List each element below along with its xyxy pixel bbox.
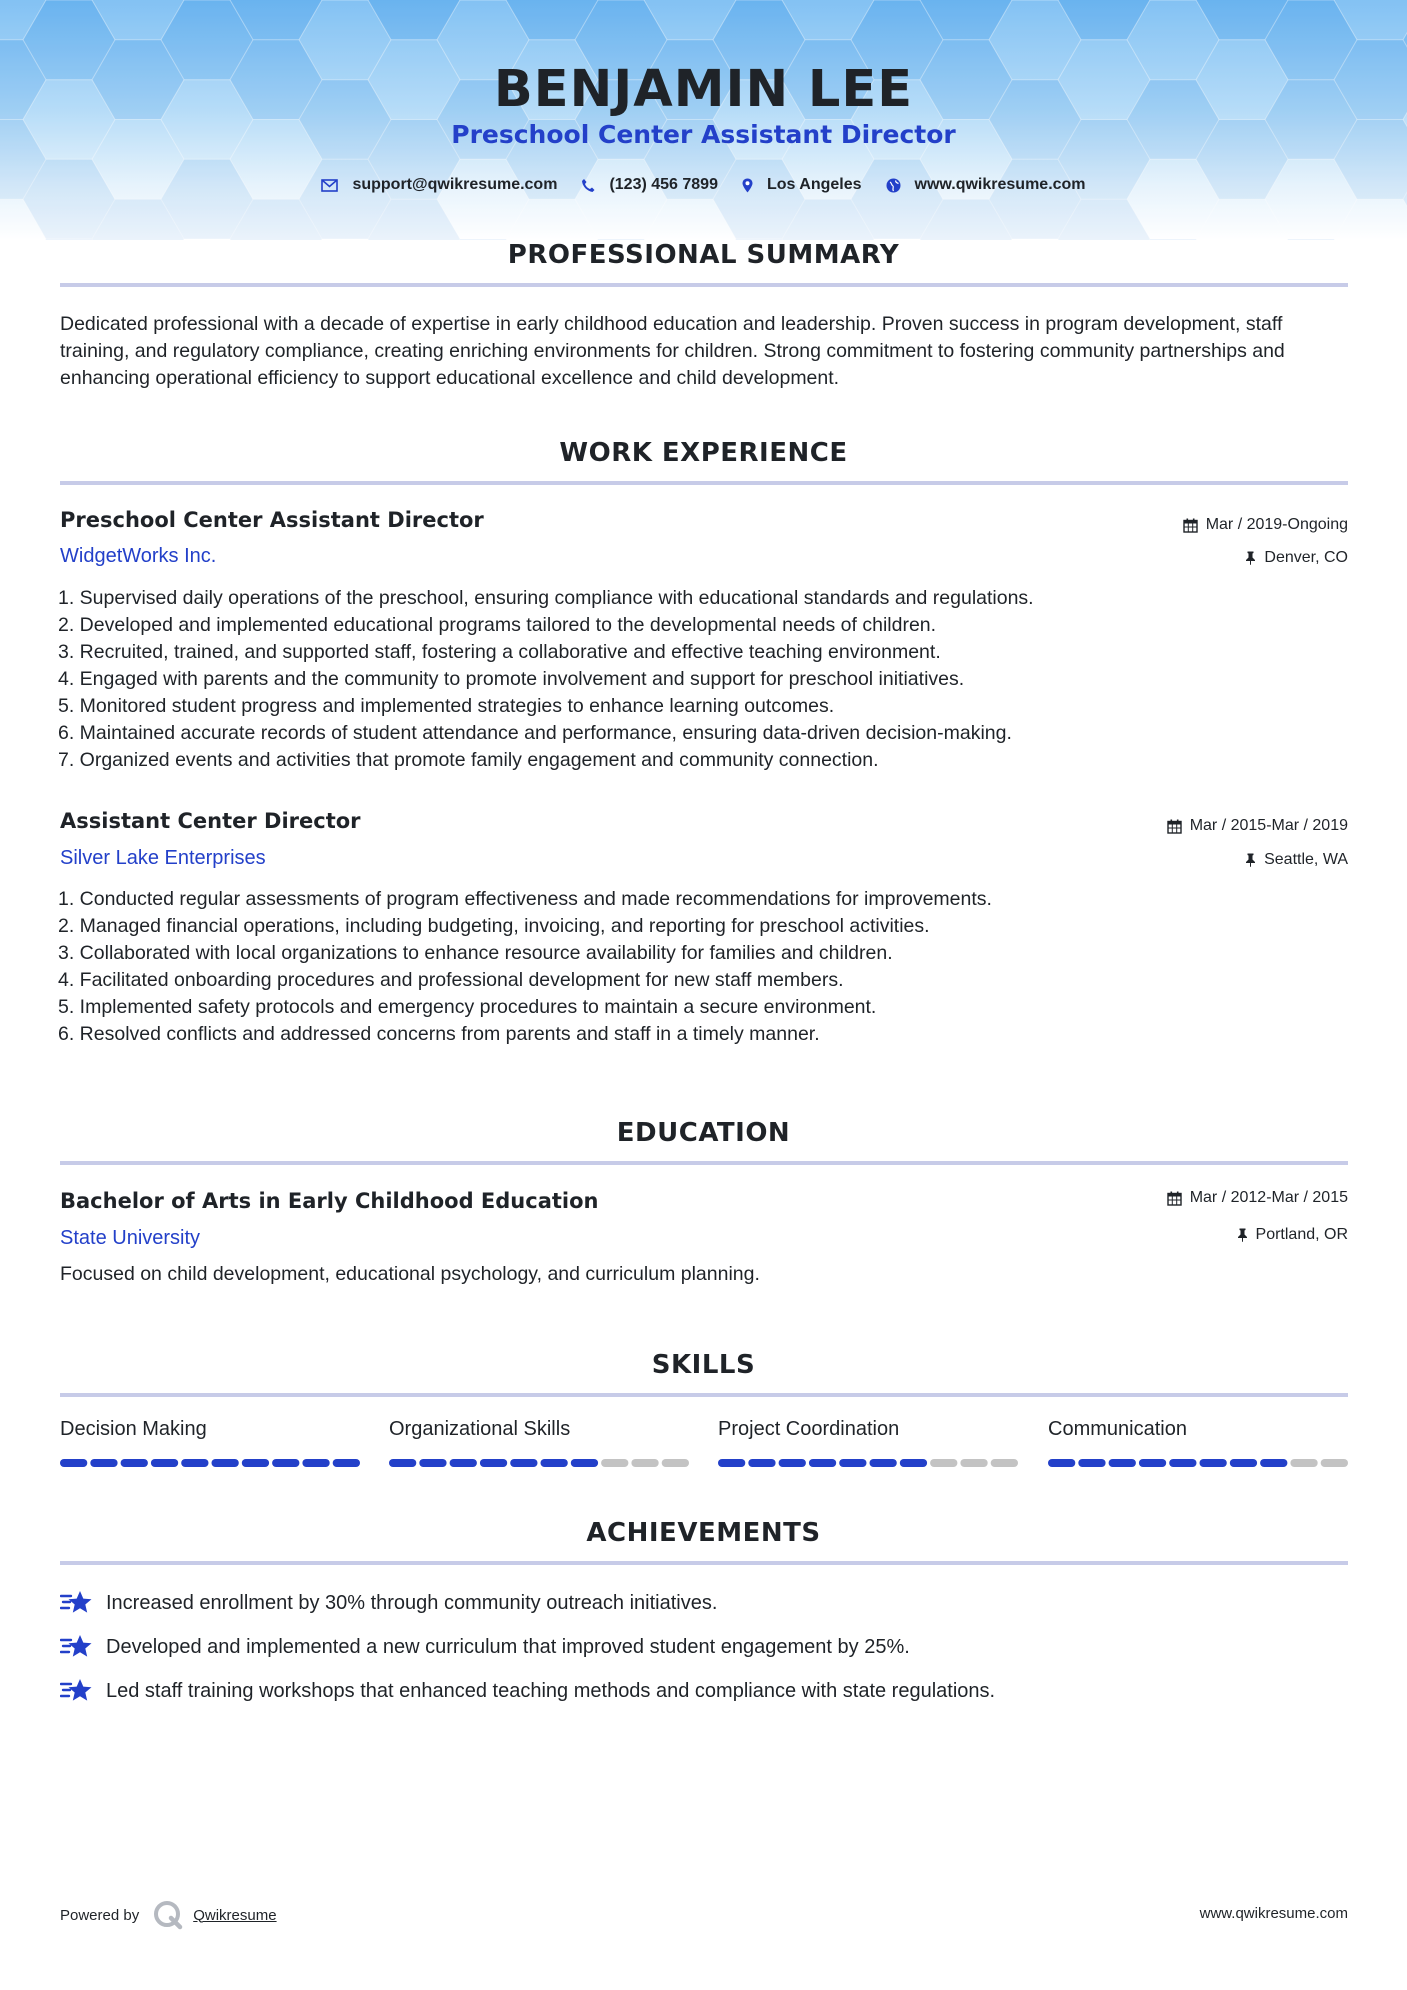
contact-website-text: www.qwikresume.com: [914, 176, 1086, 193]
list-item: 3. Collaborated with local organizations to enhance resource availability for families and children.: [58, 942, 893, 964]
pushpin-icon: [1245, 853, 1256, 867]
job-dates: [1167, 817, 1348, 835]
skill-segment-empty: [1321, 1459, 1348, 1467]
list-item: 5. Implemented safety protocols and emergency procedures to maintain a secure environment.: [58, 996, 877, 1018]
experience-heading: WORK EXPERIENCE: [559, 438, 848, 468]
job-company: WidgetWorks Inc.: [60, 545, 217, 567]
candidate-name: BENJAMIN LEE: [493, 60, 914, 119]
skill-segment-filled: [718, 1459, 745, 1467]
skill-segment-filled: [1230, 1459, 1257, 1467]
contact-email-text: support@qwikresume.com: [352, 176, 558, 193]
powered-by-label: Powered by: [60, 1906, 140, 1924]
skill-segment-filled: [1169, 1459, 1196, 1467]
education-heading: EDUCATION: [616, 1118, 791, 1148]
skill-level-bar: [1048, 1458, 1348, 1468]
degree-title: Bachelor of Arts in Early Childhood Education: [60, 1189, 599, 1213]
achievement-text: Developed and implemented a new curriculum that improved student engagement by 25%.: [106, 1635, 910, 1658]
contact-website[interactable]: [886, 176, 1086, 194]
skills-heading: SKILLS: [651, 1350, 756, 1380]
skill-segment-empty: [991, 1459, 1018, 1467]
skill-name: Decision Making: [60, 1418, 207, 1440]
list-item: 5. Monitored student progress and implemented strategies to enhance learning outcomes.: [58, 695, 835, 717]
skill-segment-empty: [960, 1459, 987, 1467]
experience-divider: [60, 481, 1348, 485]
skill-segment-filled: [1260, 1459, 1287, 1467]
job-responsibilities: [58, 886, 1348, 1048]
phone-icon: [581, 178, 595, 193]
list-item: 6. Resolved conflicts and addressed concerns from parents and staff in a timely manner.: [58, 1023, 820, 1045]
skill-segment-filled: [1139, 1459, 1166, 1467]
skill-item: [389, 1418, 689, 1448]
list-item: 7. Organized events and activities that promote family engagement and community connection.: [58, 749, 879, 771]
star-icon: [60, 1633, 92, 1661]
education-divider: [60, 1161, 1348, 1165]
job-dates-text: Mar / 2019-Ongoing: [1205, 516, 1348, 533]
map-pin-icon: [742, 178, 753, 193]
contact-email[interactable]: [321, 176, 557, 194]
summary-heading: PROFESSIONAL SUMMARY: [507, 240, 900, 270]
pushpin-icon: [1245, 551, 1256, 565]
skill-segment-filled: [60, 1459, 87, 1467]
skill-segment-filled: [900, 1459, 927, 1467]
skill-level-bar: [60, 1458, 360, 1468]
achievement-text: Led staff training workshops that enhanced teaching methods and compliance with state regulations.: [106, 1679, 996, 1702]
list-item: 6. Maintained accurate records of student attendance and performance, ensuring data-driven decision-making.: [58, 722, 1012, 744]
skill-name: Project Coordination: [718, 1418, 900, 1440]
skill-segment-filled: [450, 1459, 477, 1467]
skill-segment-filled: [272, 1459, 299, 1467]
skill-segment-filled: [333, 1459, 360, 1467]
skill-segment-filled: [480, 1459, 507, 1467]
summary-text: Dedicated professional with a decade of expertise in early childhood education and leadership. Proven success in program development, staff training, and regulatory compliance, creating enriching environments for children. Strong commitment to fostering community partnerships and enhancing operational efficiency to support educational excellence and child development.: [60, 313, 1285, 389]
education-dates: [1167, 1189, 1348, 1207]
envelope-icon: [321, 179, 338, 192]
skill-segment-empty: [930, 1459, 957, 1467]
skill-segment-empty: [662, 1459, 689, 1467]
skill-level-bar: [389, 1458, 689, 1468]
list-item: 2. Managed financial operations, including budgeting, invoicing, and reporting for preschool activities.: [58, 915, 930, 937]
footer-powered-by: [60, 1898, 277, 1932]
star-icon: [60, 1589, 92, 1617]
job-location-text: Denver, CO: [1264, 549, 1348, 566]
skill-segment-filled: [571, 1459, 598, 1467]
job-title: Assistant Center Director: [60, 809, 361, 833]
list-item: 2. Developed and implemented educational programs tailored to the developmental needs of children.: [58, 614, 937, 636]
calendar-icon: [1183, 518, 1198, 533]
job-location: [1245, 851, 1348, 869]
contact-location-text: Los Angeles: [766, 176, 862, 193]
skill-segment-filled: [1048, 1459, 1075, 1467]
skill-segment-filled: [870, 1459, 897, 1467]
skill-segment-filled: [1200, 1459, 1227, 1467]
job-location-text: Seattle, WA: [1264, 851, 1348, 868]
skill-segment-filled: [121, 1459, 148, 1467]
achievement-item: [60, 1677, 995, 1705]
list-item: 4. Engaged with parents and the community to promote involvement and support for preschool initiatives.: [58, 668, 965, 690]
skill-segment-empty: [1290, 1459, 1317, 1467]
contact-location: [742, 176, 862, 194]
education-location-text: Portland, OR: [1255, 1226, 1348, 1243]
skill-segment-filled: [1078, 1459, 1105, 1467]
job-location: [1245, 549, 1348, 567]
skill-item: [1048, 1418, 1348, 1448]
skill-segment-filled: [839, 1459, 866, 1467]
skill-segment-empty: [631, 1459, 658, 1467]
skill-item: [718, 1418, 1018, 1448]
education-location: [1237, 1226, 1348, 1244]
skill-segment-filled: [90, 1459, 117, 1467]
skill-segment-filled: [779, 1459, 806, 1467]
list-item: 3. Recruited, trained, and supported staff, fostering a collaborative and effective teaching environment.: [58, 641, 941, 663]
skills-divider: [60, 1393, 1348, 1397]
calendar-icon: [1167, 1191, 1182, 1206]
skill-segment-filled: [212, 1459, 239, 1467]
list-item: 1. Supervised daily operations of the preschool, ensuring compliance with educational standards and regulations.: [58, 587, 1034, 609]
skill-segment-filled: [389, 1459, 416, 1467]
achievement-text: Increased enrollment by 30% through community outreach initiatives.: [106, 1591, 718, 1614]
list-item: 1. Conducted regular assessments of program effectiveness and made recommendations for improvements.: [58, 888, 992, 910]
skill-segment-filled: [541, 1459, 568, 1467]
skill-segment-filled: [302, 1459, 329, 1467]
skill-segment-filled: [809, 1459, 836, 1467]
achievements-heading: ACHIEVEMENTS: [586, 1518, 821, 1548]
globe-icon: [886, 178, 901, 193]
skill-segment-filled: [419, 1459, 446, 1467]
footer-website-link[interactable]: www.qwikresume.com: [1199, 1905, 1348, 1922]
skill-segment-filled: [1109, 1459, 1136, 1467]
skill-name: Organizational Skills: [389, 1418, 571, 1440]
education-description: Focused on child development, educational psychology, and curriculum planning.: [60, 1263, 760, 1285]
achievement-item: [60, 1589, 717, 1617]
skill-segment-filled: [748, 1459, 775, 1467]
skill-segment-filled: [181, 1459, 208, 1467]
qwikresume-logo-icon: [153, 1900, 183, 1930]
job-company: Silver Lake Enterprises: [60, 847, 266, 869]
skill-segment-filled: [151, 1459, 178, 1467]
summary-divider: [60, 283, 1348, 287]
skill-name: Communication: [1048, 1418, 1187, 1440]
calendar-icon: [1167, 819, 1182, 834]
education-dates-text: Mar / 2012-Mar / 2015: [1189, 1189, 1348, 1206]
skill-segment-empty: [601, 1459, 628, 1467]
pushpin-icon: [1237, 1228, 1248, 1242]
skill-item: [60, 1418, 360, 1448]
skill-segment-filled: [510, 1459, 537, 1467]
job-dates: [1183, 516, 1348, 534]
contact-phone[interactable]: [581, 176, 718, 194]
skill-segment-filled: [242, 1459, 269, 1467]
job-dates-text: Mar / 2015-Mar / 2019: [1189, 817, 1348, 834]
contact-bar: [0, 173, 1407, 197]
list-item: 4. Facilitated onboarding procedures and professional development for new staff members.: [58, 969, 844, 991]
job-title: Preschool Center Assistant Director: [60, 508, 484, 532]
brand-link[interactable]: Qwikresume: [193, 1906, 277, 1924]
achievement-item: [60, 1633, 910, 1661]
job-responsibilities: [58, 585, 1348, 774]
skill-level-bar: [718, 1458, 1018, 1468]
candidate-role: Preschool Center Assistant Director: [451, 120, 956, 149]
achievements-divider: [60, 1561, 1348, 1565]
school-name: State University: [60, 1227, 201, 1249]
star-icon: [60, 1677, 92, 1705]
contact-phone-text: (123) 456 7899: [609, 176, 718, 193]
